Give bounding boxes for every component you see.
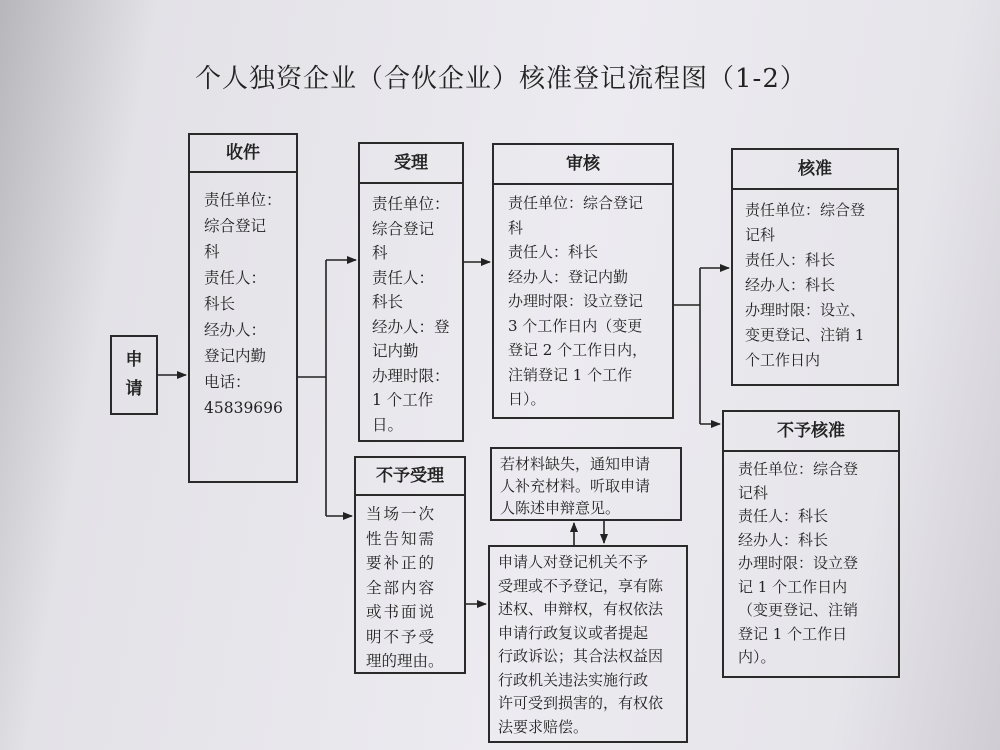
- approve-line: 个工作日内: [745, 351, 821, 369]
- receive-line: 登记内勤: [204, 347, 267, 365]
- review-line: 经办人：登记内勤: [508, 267, 629, 286]
- receive-line: 经办人：: [204, 321, 267, 339]
- apply-label-1: 申: [125, 350, 143, 370]
- review-line: 3 个工作日内（变更: [508, 316, 643, 335]
- review-line: 责任单位：综合登记: [508, 194, 644, 212]
- approve-line: 记科: [745, 226, 776, 244]
- reject-line: 要补正的: [366, 554, 437, 572]
- receive-header: 收件: [190, 135, 296, 173]
- approve-header: 核准: [733, 150, 897, 190]
- approve-line: 变更登记、注销 1: [745, 326, 865, 344]
- accept-line: 办理时限：: [372, 366, 450, 385]
- approve-line: 责任单位：综合登: [745, 201, 866, 219]
- review-line: 日）。: [508, 390, 546, 408]
- accept-header: 受理: [360, 144, 462, 184]
- deny-line: 办理时限：设立登: [738, 554, 859, 572]
- deny-line: 记 1 个工作日内: [738, 577, 848, 596]
- approve-line: 办理时限：设立、: [745, 301, 866, 319]
- approve-line: 经办人：科长: [745, 276, 836, 294]
- receive-line: 责任单位：: [204, 191, 282, 209]
- review-line: 科: [508, 218, 524, 237]
- approve-line: 责任人：科长: [745, 251, 836, 269]
- rights-line: 申请人对登记机关不予: [498, 553, 649, 571]
- accept-line: 综合登记: [372, 219, 435, 238]
- rights-line: 许可受到损害的，有权依: [498, 694, 664, 712]
- deny-line: 记科: [738, 483, 769, 502]
- accept-line: 科: [372, 244, 388, 262]
- receive-line: 科长: [204, 295, 236, 313]
- deny-line: 经办人：科长: [738, 530, 829, 549]
- rights-line: 行政诉讼；其合法权益因: [498, 647, 664, 665]
- page-title: 个人独资企业（合伙企业）核准登记流程图（1-2）: [195, 64, 807, 94]
- receive-line: 综合登记: [204, 217, 267, 235]
- reject-line: 理的理由。: [366, 652, 444, 670]
- review-line: 注销登记 1 个工作: [508, 365, 633, 384]
- accept-line: 责任单位：: [372, 195, 450, 213]
- missing-line: 人补充材料。听取申请: [500, 477, 651, 495]
- rights-line: 申请行政复议或者提起: [498, 623, 649, 642]
- review-header: 审核: [494, 145, 672, 185]
- receive-line: 电话：: [204, 373, 251, 391]
- accept-line: 日。: [372, 415, 404, 434]
- deny-line: 责任单位：综合登: [738, 460, 859, 478]
- missing-line: 若材料缺失，通知申请: [500, 455, 651, 473]
- receive-phone: 45839696: [204, 399, 283, 417]
- rights-line: 述权、申辩权，有权依法: [498, 600, 664, 618]
- accept-line: 1 个工作: [372, 391, 434, 409]
- rights-line: 受理或不予登记，享有陈: [498, 576, 664, 595]
- reject-line: 性告知需: [366, 529, 437, 548]
- deny-header: 不予核准: [724, 412, 898, 452]
- reject-line: 当场一次: [366, 505, 437, 523]
- accept-line: 记内勤: [372, 342, 419, 360]
- deny-line: 登记 1 个工作日: [738, 624, 848, 643]
- receive-line: 责任人：: [204, 269, 267, 287]
- reject-header: 不予受理: [356, 458, 464, 496]
- reject-line: 明不予受: [366, 627, 437, 646]
- accept-line: 科长: [372, 293, 404, 311]
- missing-line: 人陈述申辩意见。: [500, 499, 621, 517]
- receive-line: 科: [204, 243, 220, 261]
- rights-line: 行政机关违法实施行政: [498, 670, 649, 689]
- reject-line: 或书面说: [366, 603, 437, 621]
- apply-label-2: 请: [125, 379, 143, 399]
- rights-line: 法要求赔偿。: [498, 717, 589, 736]
- review-line: 登记 2 个工作日内，: [508, 341, 648, 359]
- review-line: 责任人：科长: [508, 243, 599, 261]
- accept-line: 经办人：登: [372, 317, 450, 336]
- deny-line: 责任人：科长: [738, 507, 829, 525]
- deny-line: 内）。: [738, 648, 776, 666]
- accept-line: 责任人：: [372, 268, 435, 287]
- reject-line: 全部内容: [366, 578, 437, 597]
- review-line: 办理时限：设立登记: [508, 292, 644, 310]
- deny-line: （变更登记、注销: [738, 601, 859, 619]
